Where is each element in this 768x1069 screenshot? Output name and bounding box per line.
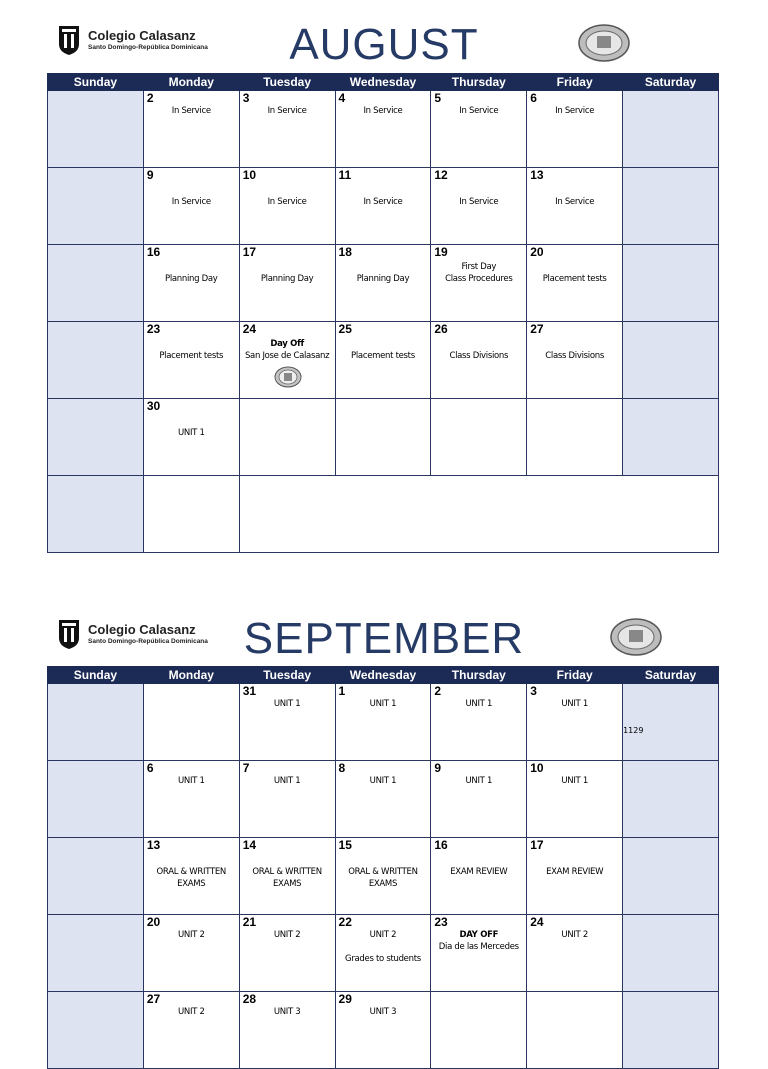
day-number: 20 bbox=[146, 915, 161, 929]
event-label: Dia de las Mercedes bbox=[438, 942, 519, 952]
event-label: UNIT 3 bbox=[369, 1007, 397, 1017]
day-cell[interactable] bbox=[239, 992, 335, 1069]
day-number: 28 bbox=[242, 992, 257, 1006]
event-label: ORAL & WRITTEN bbox=[348, 867, 418, 877]
day-number: 6 bbox=[530, 91, 537, 105]
day-number: 1 bbox=[338, 684, 346, 698]
event-label: EXAM REVIEW bbox=[450, 867, 508, 877]
school-seal-icon bbox=[578, 24, 630, 62]
event-label: UNIT 2 bbox=[561, 930, 588, 940]
month-title: AUGUST bbox=[289, 20, 479, 69]
event-label: In Service bbox=[555, 106, 595, 116]
day-number: 24 bbox=[242, 322, 257, 336]
day-cell[interactable] bbox=[143, 245, 239, 322]
school-subtitle: Santo Domingo-República Dominicana bbox=[88, 637, 208, 645]
weekday-header: Friday bbox=[527, 74, 623, 91]
day-number: 9 bbox=[434, 761, 442, 775]
day-cell[interactable] bbox=[623, 245, 719, 322]
day-cell[interactable] bbox=[527, 761, 623, 838]
day-cell[interactable] bbox=[623, 168, 719, 245]
day-cell[interactable] bbox=[335, 322, 431, 399]
event-label: UNIT 3 bbox=[273, 1007, 301, 1017]
day-cell[interactable] bbox=[48, 245, 144, 322]
day-number: 13 bbox=[530, 168, 544, 182]
day-cell[interactable] bbox=[143, 992, 239, 1069]
day-number: 2 bbox=[434, 684, 442, 698]
day-cell[interactable] bbox=[623, 761, 719, 838]
day-cell[interactable] bbox=[239, 399, 335, 476]
event-label: Class Procedures bbox=[445, 274, 513, 284]
day-cell[interactable] bbox=[527, 322, 623, 399]
day-cell[interactable] bbox=[143, 91, 239, 168]
event-label: UNIT 1 bbox=[465, 776, 493, 786]
calendar-grid bbox=[47, 73, 719, 553]
day-cell[interactable] bbox=[623, 684, 719, 761]
day-cell[interactable] bbox=[48, 322, 144, 399]
event-label: In Service bbox=[267, 197, 307, 207]
day-cell[interactable] bbox=[239, 761, 335, 838]
event-label: UNIT 1 bbox=[177, 776, 205, 786]
event-label: UNIT 1 bbox=[561, 699, 588, 709]
day-cell[interactable] bbox=[143, 915, 239, 992]
day-cell[interactable] bbox=[335, 992, 431, 1069]
day-cell[interactable] bbox=[527, 168, 623, 245]
day-cell[interactable] bbox=[48, 168, 144, 245]
calendar-grid bbox=[47, 666, 719, 1069]
day-cell[interactable] bbox=[623, 91, 719, 168]
school-name: Colegio Calasanz bbox=[88, 621, 196, 637]
day-cell[interactable] bbox=[143, 761, 239, 838]
day-number: 14 bbox=[242, 838, 257, 852]
day-cell[interactable] bbox=[431, 322, 527, 399]
event-label: UNIT 2 bbox=[177, 1007, 205, 1017]
day-cell[interactable] bbox=[527, 992, 623, 1069]
day-cell[interactable] bbox=[239, 322, 335, 399]
day-cell[interactable] bbox=[623, 992, 719, 1069]
day-cell[interactable] bbox=[48, 838, 144, 915]
event-label: In Service bbox=[459, 197, 499, 207]
week-row bbox=[48, 322, 719, 399]
event-label: Placement tests bbox=[159, 351, 224, 361]
weekday-header: Sunday bbox=[48, 667, 144, 684]
day-cell[interactable] bbox=[335, 915, 431, 992]
day-cell[interactable] bbox=[239, 684, 335, 761]
school-subtitle: Santo Domingo-República Dominicana bbox=[88, 43, 208, 51]
day-cell[interactable] bbox=[143, 684, 239, 761]
day-cell[interactable] bbox=[431, 761, 527, 838]
day-number: 4 bbox=[338, 91, 346, 105]
day-number: 27 bbox=[146, 992, 161, 1006]
event-label: UNIT 2 bbox=[273, 930, 301, 940]
day-number: 3 bbox=[242, 91, 250, 105]
day-cell[interactable] bbox=[143, 838, 239, 915]
day-number: 24 bbox=[530, 915, 544, 929]
day-cell[interactable] bbox=[431, 915, 527, 992]
weekday-header: Tuesday bbox=[239, 667, 335, 684]
day-cell[interactable] bbox=[335, 91, 431, 168]
day-number: 5 bbox=[434, 91, 442, 105]
day-number: 6 bbox=[146, 761, 154, 775]
day-cell[interactable] bbox=[431, 684, 527, 761]
day-cell[interactable] bbox=[335, 761, 431, 838]
school-seal-icon bbox=[274, 366, 302, 388]
day-number: 19 bbox=[434, 245, 448, 259]
week-row bbox=[48, 838, 719, 915]
event-label: EXAM REVIEW bbox=[546, 867, 604, 877]
day-cell[interactable] bbox=[335, 168, 431, 245]
day-number: 17 bbox=[530, 838, 544, 852]
day-number: 16 bbox=[146, 245, 161, 259]
week-row bbox=[48, 684, 719, 761]
day-cell[interactable] bbox=[431, 399, 527, 476]
day-cell[interactable] bbox=[239, 91, 335, 168]
day-cell[interactable] bbox=[239, 245, 335, 322]
event-label: Planning Day bbox=[356, 274, 410, 284]
day-cell[interactable] bbox=[335, 399, 431, 476]
month-title: SEPTEMBER bbox=[243, 614, 525, 663]
weekday-header: Saturday bbox=[623, 74, 719, 91]
day-number: 16 bbox=[434, 838, 448, 852]
event-label: In Service bbox=[363, 197, 403, 207]
day-number: 10 bbox=[242, 168, 257, 182]
day-cell[interactable] bbox=[48, 684, 144, 761]
weekday-header: Friday bbox=[527, 667, 623, 684]
day-number: 15 bbox=[338, 838, 352, 852]
day-cell[interactable] bbox=[431, 992, 527, 1069]
day-cell[interactable] bbox=[48, 992, 144, 1069]
day-cell[interactable] bbox=[143, 322, 239, 399]
event-label: Planning Day bbox=[260, 274, 314, 284]
event-label: EXAMS bbox=[272, 879, 302, 889]
day-cell[interactable] bbox=[239, 168, 335, 245]
event-label: UNIT 2 bbox=[177, 930, 205, 940]
day-cell[interactable] bbox=[623, 915, 719, 992]
event-label: Placement tests bbox=[542, 274, 607, 284]
event-label: UNIT 1 bbox=[465, 699, 493, 709]
week-row bbox=[48, 399, 719, 476]
day-cell[interactable] bbox=[527, 399, 623, 476]
week-row bbox=[48, 476, 719, 553]
day-number: 18 bbox=[338, 245, 352, 259]
school-name: Colegio Calasanz bbox=[88, 27, 196, 43]
day-cell[interactable] bbox=[48, 915, 144, 992]
weekday-header: Monday bbox=[143, 667, 239, 684]
event-label: UNIT 1 bbox=[561, 776, 588, 786]
event-label: EXAMS bbox=[368, 879, 398, 889]
day-number: 25 bbox=[338, 322, 352, 336]
event-label: UNIT 1 bbox=[369, 699, 397, 709]
day-number: 30 bbox=[146, 399, 161, 413]
day-number: 20 bbox=[530, 245, 544, 259]
day-number: 27 bbox=[530, 322, 544, 336]
day-cell[interactable] bbox=[48, 761, 144, 838]
day-cell[interactable] bbox=[239, 838, 335, 915]
day-cell[interactable] bbox=[48, 476, 144, 553]
event-label: Grades to students bbox=[345, 954, 421, 964]
day-number: 3 bbox=[530, 684, 537, 698]
weekday-header: Monday bbox=[143, 74, 239, 91]
event-label: First Day bbox=[461, 262, 497, 272]
day-number: 31 bbox=[242, 684, 257, 698]
day-number: 13 bbox=[146, 838, 161, 852]
event-label: UNIT 1 bbox=[273, 699, 301, 709]
day-cell[interactable] bbox=[527, 838, 623, 915]
day-cell[interactable] bbox=[431, 168, 527, 245]
event-label: In Service bbox=[171, 106, 211, 116]
event-label: Class Divisions bbox=[545, 351, 604, 361]
day-number: 17 bbox=[242, 245, 257, 259]
event-label: ORAL & WRITTEN bbox=[252, 867, 322, 877]
week-row bbox=[48, 761, 719, 838]
cell-note: 1129 bbox=[623, 726, 644, 735]
day-number: 9 bbox=[146, 168, 154, 182]
event-label: In Service bbox=[171, 197, 211, 207]
event-label: San Jose de Calasanz bbox=[244, 351, 330, 361]
event-label: In Service bbox=[459, 106, 499, 116]
event-label: UNIT 2 bbox=[369, 930, 397, 940]
day-number: 10 bbox=[530, 761, 544, 775]
day-cell[interactable] bbox=[623, 838, 719, 915]
weekday-header: Saturday bbox=[623, 667, 719, 684]
day-number: 29 bbox=[338, 992, 352, 1006]
event-label: DAY OFF bbox=[459, 930, 499, 940]
day-number: 7 bbox=[242, 761, 250, 775]
weekday-header: Wednesday bbox=[335, 74, 431, 91]
day-cell[interactable] bbox=[431, 245, 527, 322]
day-cell[interactable] bbox=[48, 91, 144, 168]
day-cell[interactable] bbox=[527, 245, 623, 322]
day-number: 12 bbox=[434, 168, 448, 182]
day-cell[interactable] bbox=[527, 915, 623, 992]
event-label: UNIT 1 bbox=[273, 776, 301, 786]
week-row bbox=[48, 245, 719, 322]
day-number: 23 bbox=[146, 322, 161, 336]
day-cell[interactable] bbox=[335, 245, 431, 322]
day-number: 22 bbox=[338, 915, 352, 929]
event-label: In Service bbox=[363, 106, 403, 116]
day-cell[interactable] bbox=[431, 91, 527, 168]
school-seal-icon bbox=[610, 618, 662, 656]
event-label: Placement tests bbox=[351, 351, 415, 361]
day-number: 26 bbox=[434, 322, 448, 336]
event-label: ORAL & WRITTEN bbox=[156, 867, 226, 877]
day-number: 11 bbox=[338, 168, 352, 182]
day-cell[interactable] bbox=[143, 399, 239, 476]
week-row bbox=[48, 915, 719, 992]
day-cell[interactable] bbox=[48, 399, 144, 476]
day-cell[interactable] bbox=[431, 838, 527, 915]
day-cell[interactable] bbox=[335, 684, 431, 761]
day-cell[interactable] bbox=[143, 168, 239, 245]
event-label: EXAMS bbox=[177, 879, 206, 889]
event-label: In Service bbox=[555, 197, 595, 207]
event-label: UNIT 1 bbox=[177, 428, 205, 438]
weekday-header: Thursday bbox=[431, 667, 527, 684]
day-number: 2 bbox=[146, 91, 154, 105]
day-cell[interactable] bbox=[335, 838, 431, 915]
day-number: 8 bbox=[338, 761, 346, 775]
event-label: Class Divisions bbox=[449, 351, 509, 361]
event-label: Planning Day bbox=[165, 274, 218, 284]
day-cell[interactable] bbox=[623, 322, 719, 399]
weekday-header: Wednesday bbox=[335, 667, 431, 684]
day-number: 21 bbox=[242, 915, 257, 929]
day-cell[interactable] bbox=[623, 399, 719, 476]
day-cell[interactable] bbox=[239, 915, 335, 992]
week-row bbox=[48, 91, 719, 168]
weekday-header: Tuesday bbox=[239, 74, 335, 91]
weekday-header: Sunday bbox=[48, 74, 144, 91]
day-cell[interactable] bbox=[527, 684, 623, 761]
day-number: 23 bbox=[434, 915, 448, 929]
weekday-header: Thursday bbox=[431, 74, 527, 91]
week-row bbox=[48, 992, 719, 1069]
notes-cell[interactable] bbox=[239, 476, 718, 553]
day-cell[interactable] bbox=[143, 476, 239, 553]
day-cell[interactable] bbox=[527, 91, 623, 168]
event-label: In Service bbox=[267, 106, 307, 116]
week-row bbox=[48, 168, 719, 245]
event-label: UNIT 1 bbox=[369, 776, 397, 786]
event-label: Day Off bbox=[270, 339, 304, 349]
